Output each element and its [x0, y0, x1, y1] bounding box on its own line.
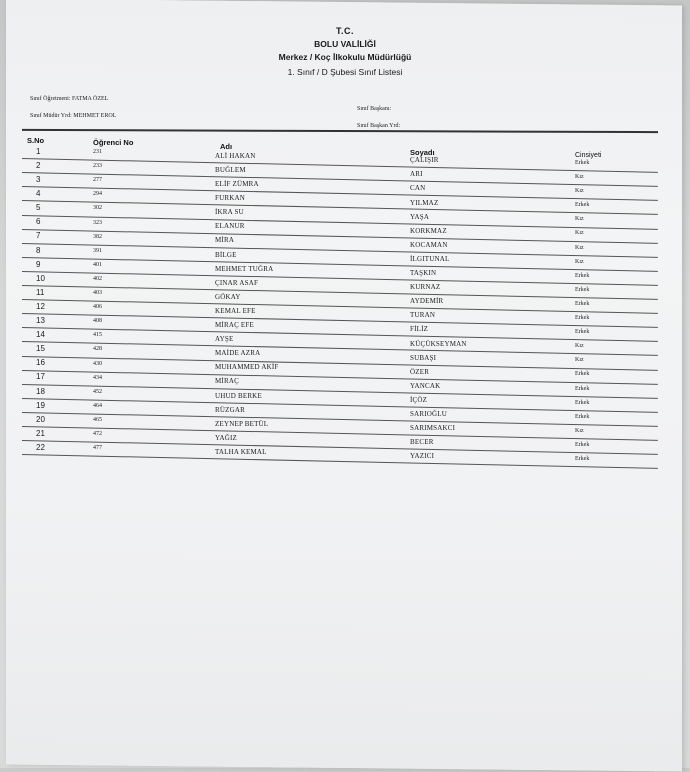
row-surname: YAŞA	[410, 212, 430, 221]
row-gender: Erkek	[575, 456, 590, 463]
row-name: YAĞIZ	[215, 433, 237, 442]
row-surname: TAŞKIN	[410, 269, 437, 278]
row-name: TALHA KEMAL	[215, 447, 267, 456]
row-surname: YAZICI	[410, 452, 435, 461]
row-surname: İÇÖZ	[410, 395, 428, 404]
class-teacher: Sınıf Öğretmeni: FATMA ÖZEL	[30, 96, 109, 102]
row-sno: 18	[36, 386, 45, 396]
row-sno: 21	[36, 428, 45, 438]
row-sno: 14	[36, 330, 45, 340]
row-gender: Kız	[575, 174, 584, 181]
row-sno: 20	[36, 414, 45, 424]
row-sno: 7	[36, 231, 41, 241]
row-student-no: 415	[93, 332, 102, 339]
row-surname: KÜÇÜKSEYMAN	[410, 339, 467, 348]
row-sno: 6	[36, 217, 41, 227]
row-student-no: 403	[93, 290, 102, 297]
row-student-no: 231	[93, 149, 102, 156]
row-student-no: 277	[93, 177, 102, 184]
row-gender: Kız	[575, 258, 584, 265]
row-gender: Erkek	[575, 413, 590, 420]
row-sno: 2	[36, 160, 41, 170]
row-surname: AYDEMİR	[410, 297, 444, 306]
row-gender: Erkek	[575, 385, 590, 392]
row-surname: ÇALIŞIR	[410, 156, 439, 165]
row-surname: KOCAMAN	[410, 240, 448, 249]
row-sno: 13	[36, 316, 45, 325]
row-name: MİRA	[215, 236, 235, 245]
row-sno: 16	[36, 358, 45, 368]
row-gender: Kız	[575, 343, 584, 350]
row-name: UHUD BERKE	[215, 391, 262, 400]
row-sno: 22	[36, 442, 45, 452]
row-surname: SARIOĞLU	[410, 410, 447, 419]
row-name: FURKAN	[215, 194, 245, 203]
row-surname: BECER	[410, 438, 434, 447]
row-gender: Erkek	[575, 202, 590, 209]
row-name: ÇINAR ASAF	[215, 278, 259, 287]
row-sno: 10	[36, 273, 45, 283]
row-surname: TURAN	[410, 311, 436, 320]
row-student-no: 294	[93, 191, 102, 198]
row-student-no: 406	[93, 304, 102, 311]
header-school: Merkez / Koç İlkokulu Müdürlüğü	[278, 52, 412, 62]
header-gender: Cinsiyeti	[575, 152, 602, 159]
row-sno: 8	[36, 245, 41, 255]
row-gender: Kız	[575, 188, 584, 195]
row-name: MİRAÇ	[215, 377, 239, 386]
row-student-no: 408	[93, 318, 102, 325]
row-student-no: 391	[93, 247, 102, 254]
row-name: AYŞE	[215, 335, 234, 344]
row-student-no: 302	[93, 205, 102, 212]
row-surname: SUBAŞI	[410, 353, 437, 362]
header-name: Adı	[220, 142, 233, 151]
row-student-no: 323	[93, 219, 102, 226]
row-student-no: 382	[93, 233, 102, 240]
row-sno: 3	[36, 175, 41, 184]
header-student-no: Öğrenci No	[93, 138, 134, 147]
header-class-list-title: 1. Sınıf / D Şubesi Sınıf Listesi	[287, 67, 403, 77]
row-name: ALİ HAKAN	[215, 151, 256, 160]
row-name: ELİF ZÜMRA	[215, 180, 259, 189]
row-gender: Erkek	[575, 329, 590, 336]
row-surname: KORKMAZ	[410, 226, 447, 235]
row-student-no: 465	[93, 416, 102, 423]
row-name: MAİDE AZRA	[215, 349, 261, 358]
row-gender: Erkek	[575, 441, 590, 448]
row-gender: Erkek	[575, 315, 590, 322]
row-surname: KURNAZ	[410, 283, 441, 292]
row-student-no: 472	[93, 431, 102, 438]
row-student-no: 477	[93, 445, 102, 452]
class-president-label: Sınıf Başkanı:	[357, 106, 392, 112]
row-student-no: 430	[93, 360, 102, 367]
row-name: MUHAMMED AKİF	[215, 363, 279, 372]
row-name: MİRAÇ EFE	[215, 321, 254, 330]
row-gender: Erkek	[575, 399, 590, 406]
row-surname: FİLİZ	[410, 325, 429, 334]
row-gender: Kız	[575, 244, 584, 251]
row-gender: Kız	[575, 427, 584, 434]
row-gender: Erkek	[575, 300, 590, 307]
row-name: GÖKAY	[215, 292, 241, 301]
class-vice-principal: Sınıf Müdür Yrd: MEHMET EROL	[30, 113, 117, 119]
row-surname: YANCAK	[410, 381, 441, 390]
row-sno: 11	[36, 287, 45, 297]
row-sno: 4	[36, 189, 41, 199]
row-student-no: 428	[93, 346, 102, 353]
row-surname: İLGITUNAL	[410, 254, 450, 263]
row-gender: Kız	[575, 230, 584, 237]
row-name: ZEYNEP BETÜL	[215, 419, 269, 428]
row-sno: 12	[36, 301, 45, 311]
row-gender: Erkek	[575, 286, 590, 293]
row-name: RÜZGAR	[215, 405, 245, 414]
row-sno: 1	[36, 146, 41, 156]
row-gender: Kız	[575, 357, 584, 364]
row-student-no: 401	[93, 261, 102, 268]
row-gender: Erkek	[575, 272, 590, 279]
row-sno: 19	[36, 400, 45, 410]
row-student-no: 434	[93, 374, 102, 381]
row-name: İKRA SU	[215, 208, 244, 217]
header-tc: T.C.	[335, 26, 354, 36]
row-student-no: 402	[93, 275, 102, 282]
row-name: BİLGE	[215, 250, 237, 259]
row-surname: CAN	[410, 184, 426, 193]
row-student-no: 452	[93, 388, 102, 395]
row-sno: 17	[36, 372, 45, 382]
row-sno: 15	[36, 344, 45, 354]
row-student-no: 464	[93, 402, 102, 409]
header-surname: Soyadı	[410, 148, 435, 157]
header-sno: S.No	[27, 136, 45, 145]
row-surname: ARI	[410, 170, 423, 179]
row-student-no: 233	[93, 163, 102, 170]
row-gender: Erkek	[575, 159, 590, 166]
header-governorship: BOLU VALİLİĞİ	[314, 39, 376, 49]
row-gender: Erkek	[575, 371, 590, 378]
row-name: MEHMET TUĞRA	[215, 264, 274, 273]
row-name: KEMAL EFE	[215, 306, 256, 315]
row-surname: ÖZER	[410, 367, 430, 376]
row-sno: 9	[36, 259, 41, 269]
row-gender: Kız	[575, 216, 584, 223]
row-name: BUĞLEM	[215, 165, 246, 174]
row-sno: 5	[36, 203, 41, 213]
row-surname: YILMAZ	[410, 198, 439, 207]
row-name: ELANUR	[215, 222, 245, 231]
class-vice-president-label: Sınıf Başkan Yrd:	[357, 123, 401, 129]
row-surname: SARIMSAKCI	[410, 424, 456, 433]
